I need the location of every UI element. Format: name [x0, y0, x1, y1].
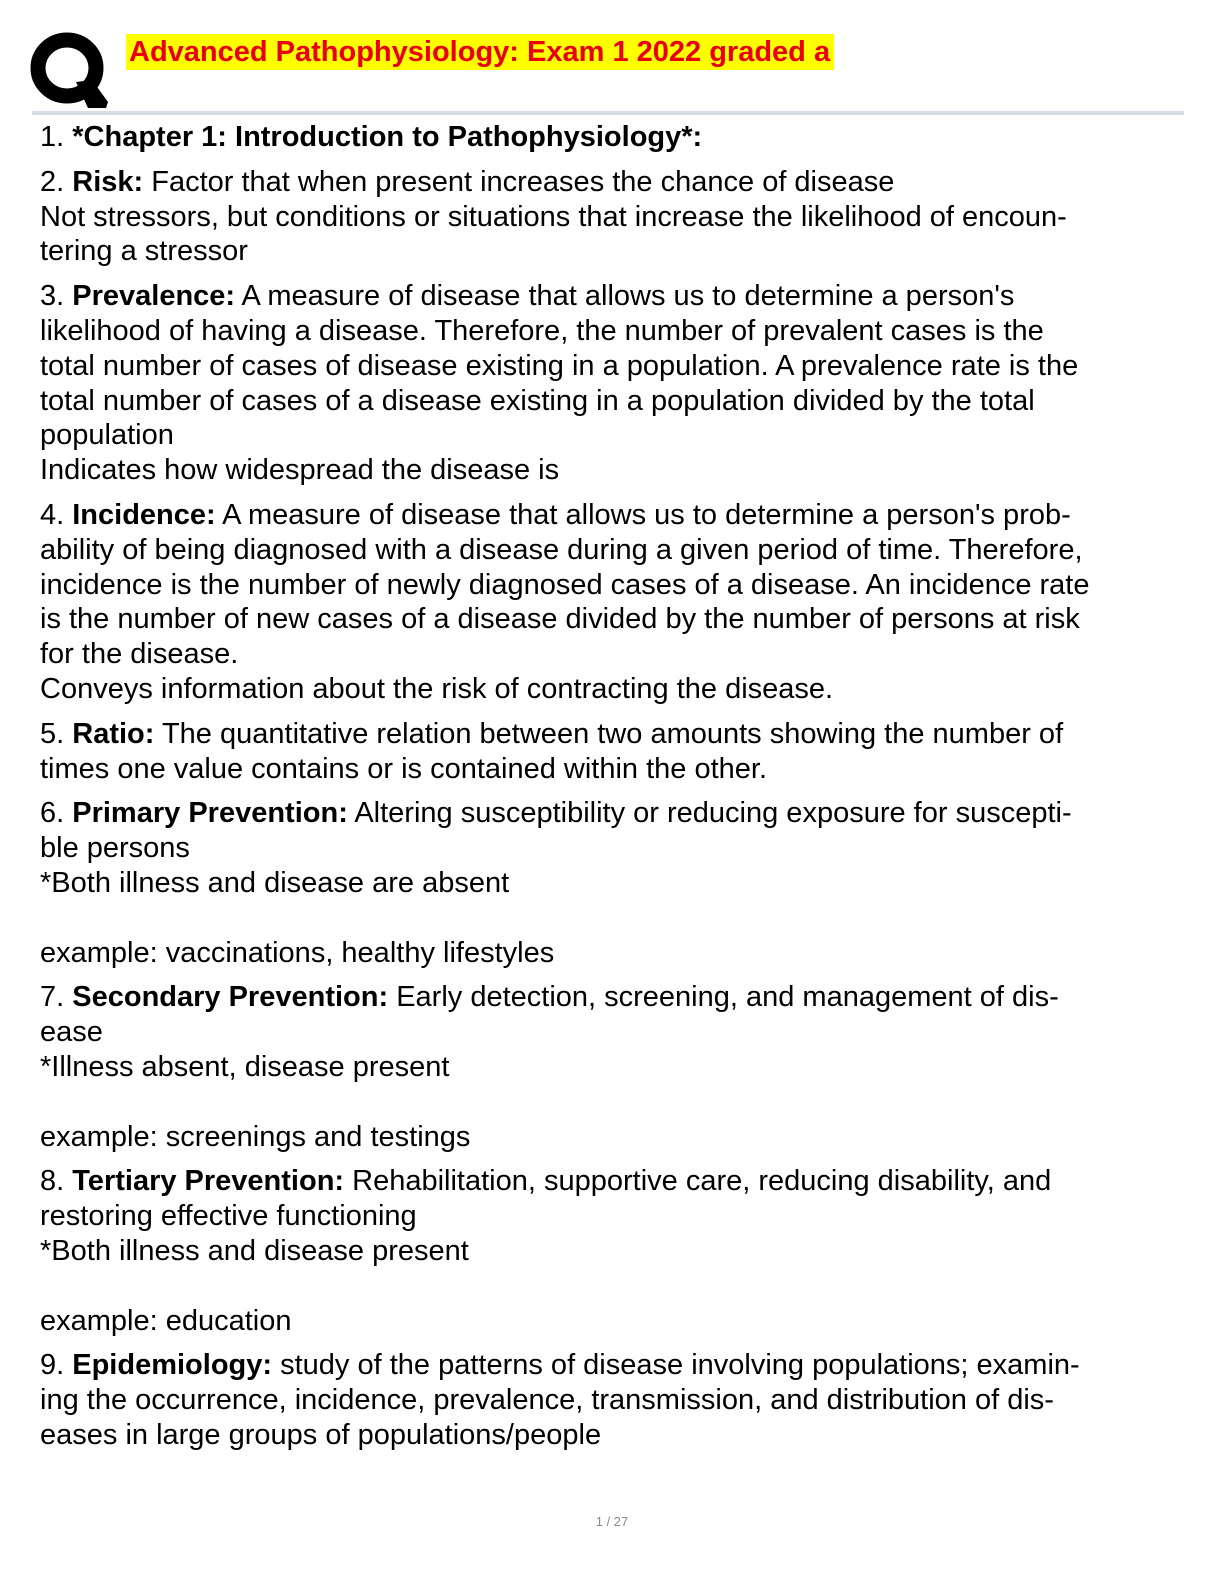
- entry-definition-line: Conveys information about the risk of contracting the disease.: [40, 672, 834, 705]
- entry-definition: Factor that when present increases the chance of disease: [151, 165, 895, 198]
- entry-definition-line: for the disease.: [40, 638, 239, 671]
- blank-line: [40, 1269, 1190, 1304]
- entry-heading: [40, 980, 1190, 1015]
- entry-term: Prevalence:: [72, 280, 236, 313]
- page-indicator: 1 / 27: [595, 1514, 629, 1529]
- entry-number: 8.: [40, 1165, 65, 1198]
- entry-definition-line: example: screenings and testings: [40, 1120, 471, 1153]
- entry-definition-line: incidence is the number of newly diagnosed cases of a disease. An incidence rate: [40, 568, 1090, 601]
- document-title: Advanced Pathophysiology: Exam 1 2022 graded a: [126, 34, 834, 70]
- entry-heading: [40, 1348, 1190, 1383]
- term-entry: [40, 980, 1190, 1154]
- blank-line: [40, 901, 1190, 936]
- term-entry: [40, 165, 1190, 269]
- entry-definition-line: eases in large groups of populations/people: [40, 1418, 602, 1451]
- entry-definition-line: likelihood of having a disease. Therefore, the number of prevalent cases is the: [40, 314, 1044, 347]
- entry-number: 4.: [40, 498, 65, 531]
- entry-number: 2.: [40, 165, 65, 198]
- entry-definition-line: ble persons: [40, 832, 190, 865]
- entry-number: 7.: [40, 981, 65, 1014]
- q-logo-icon: [30, 32, 108, 108]
- entry-definition: Rehabilitation, supportive care, reducing disability, and: [352, 1165, 1052, 1198]
- entry-definition: A measure of disease that allows us to determine a person's prob-: [222, 498, 1071, 531]
- entry-heading: [40, 120, 1190, 155]
- entry-term: Risk:: [72, 165, 144, 198]
- entry-heading: [40, 1164, 1190, 1199]
- blank-line: [40, 1085, 1190, 1120]
- entry-heading: [40, 165, 1190, 200]
- entry-definition-line: times one value contains or is contained within the other.: [40, 752, 768, 785]
- entry-definition-line: ing the occurrence, incidence, prevalence, transmission, and distribution of dis-: [40, 1384, 1054, 1417]
- entry-definition: The quantitative relation between two amounts showing the number of: [161, 717, 1064, 750]
- entry-definition-line: *Both illness and disease are absent: [40, 866, 510, 899]
- entry-definition-line: *Both illness and disease present: [40, 1234, 469, 1267]
- entry-definition-line: total number of cases of a disease existing in a population divided by the total: [40, 384, 1035, 417]
- entry-definition-line: *Illness absent, disease present: [40, 1050, 450, 1083]
- entry-definition: A measure of disease that allows us to determine a person's: [241, 280, 1015, 313]
- term-entry: [40, 717, 1190, 787]
- entry-definition-line: Indicates how widespread the disease is: [40, 454, 560, 487]
- entry-term: Incidence:: [72, 498, 216, 531]
- entry-definition-line: ease: [40, 1016, 103, 1049]
- entry-heading: [40, 279, 1190, 314]
- entry-term: Secondary Prevention:: [72, 981, 389, 1014]
- header-divider: [32, 111, 1184, 115]
- entry-definition: Altering susceptibility or reducing exposure for suscepti-: [354, 797, 1072, 830]
- entry-definition-line: ability of being diagnosed with a disease during a given period of time. Therefore,: [40, 533, 1083, 566]
- entry-definition: study of the patterns of disease involving populations; examin-: [280, 1349, 1080, 1382]
- entry-definition-line: population: [40, 419, 174, 452]
- entry-term: Tertiary Prevention:: [72, 1165, 345, 1198]
- entry-term: Epidemiology:: [72, 1349, 273, 1382]
- entry-heading: [40, 498, 1190, 533]
- entry-definition-line: Not stressors, but conditions or situations that increase the likelihood of encoun-: [40, 200, 1067, 233]
- entry-term: Primary Prevention:: [72, 797, 348, 830]
- entry-term: *Chapter 1: Introduction to Pathophysiology*:: [72, 121, 703, 153]
- term-entry: [40, 1348, 1190, 1452]
- term-entry: [40, 796, 1190, 970]
- term-entry: [40, 279, 1190, 488]
- entry-definition: Early detection, screening, and management of dis-: [396, 981, 1059, 1014]
- entry-definition-line: is the number of new cases of a disease divided by the number of persons at risk: [40, 603, 1080, 636]
- entry-heading: [40, 717, 1190, 752]
- entry-definition-line: tering a stressor: [40, 235, 248, 268]
- entry-number: 9.: [40, 1349, 65, 1382]
- entry-definition-line: total number of cases of disease existing in a population. A prevalence rate is the: [40, 349, 1079, 382]
- entry-number: 3.: [40, 280, 65, 313]
- entry-definition-line: restoring effective functioning: [40, 1200, 417, 1233]
- entry-definition-line: example: vaccinations, healthy lifestyles: [40, 936, 555, 969]
- entry-definition-line: example: education: [40, 1304, 292, 1337]
- term-entry: [40, 498, 1190, 707]
- entry-number: 5.: [40, 717, 65, 750]
- entry-term: Ratio:: [72, 717, 155, 750]
- term-entry: [40, 120, 1190, 155]
- entry-heading: [40, 796, 1190, 831]
- entry-number: 6.: [40, 797, 65, 830]
- term-entry: [40, 1164, 1190, 1338]
- entry-number: 1.: [40, 121, 65, 153]
- flashcard-list: [40, 120, 1190, 1463]
